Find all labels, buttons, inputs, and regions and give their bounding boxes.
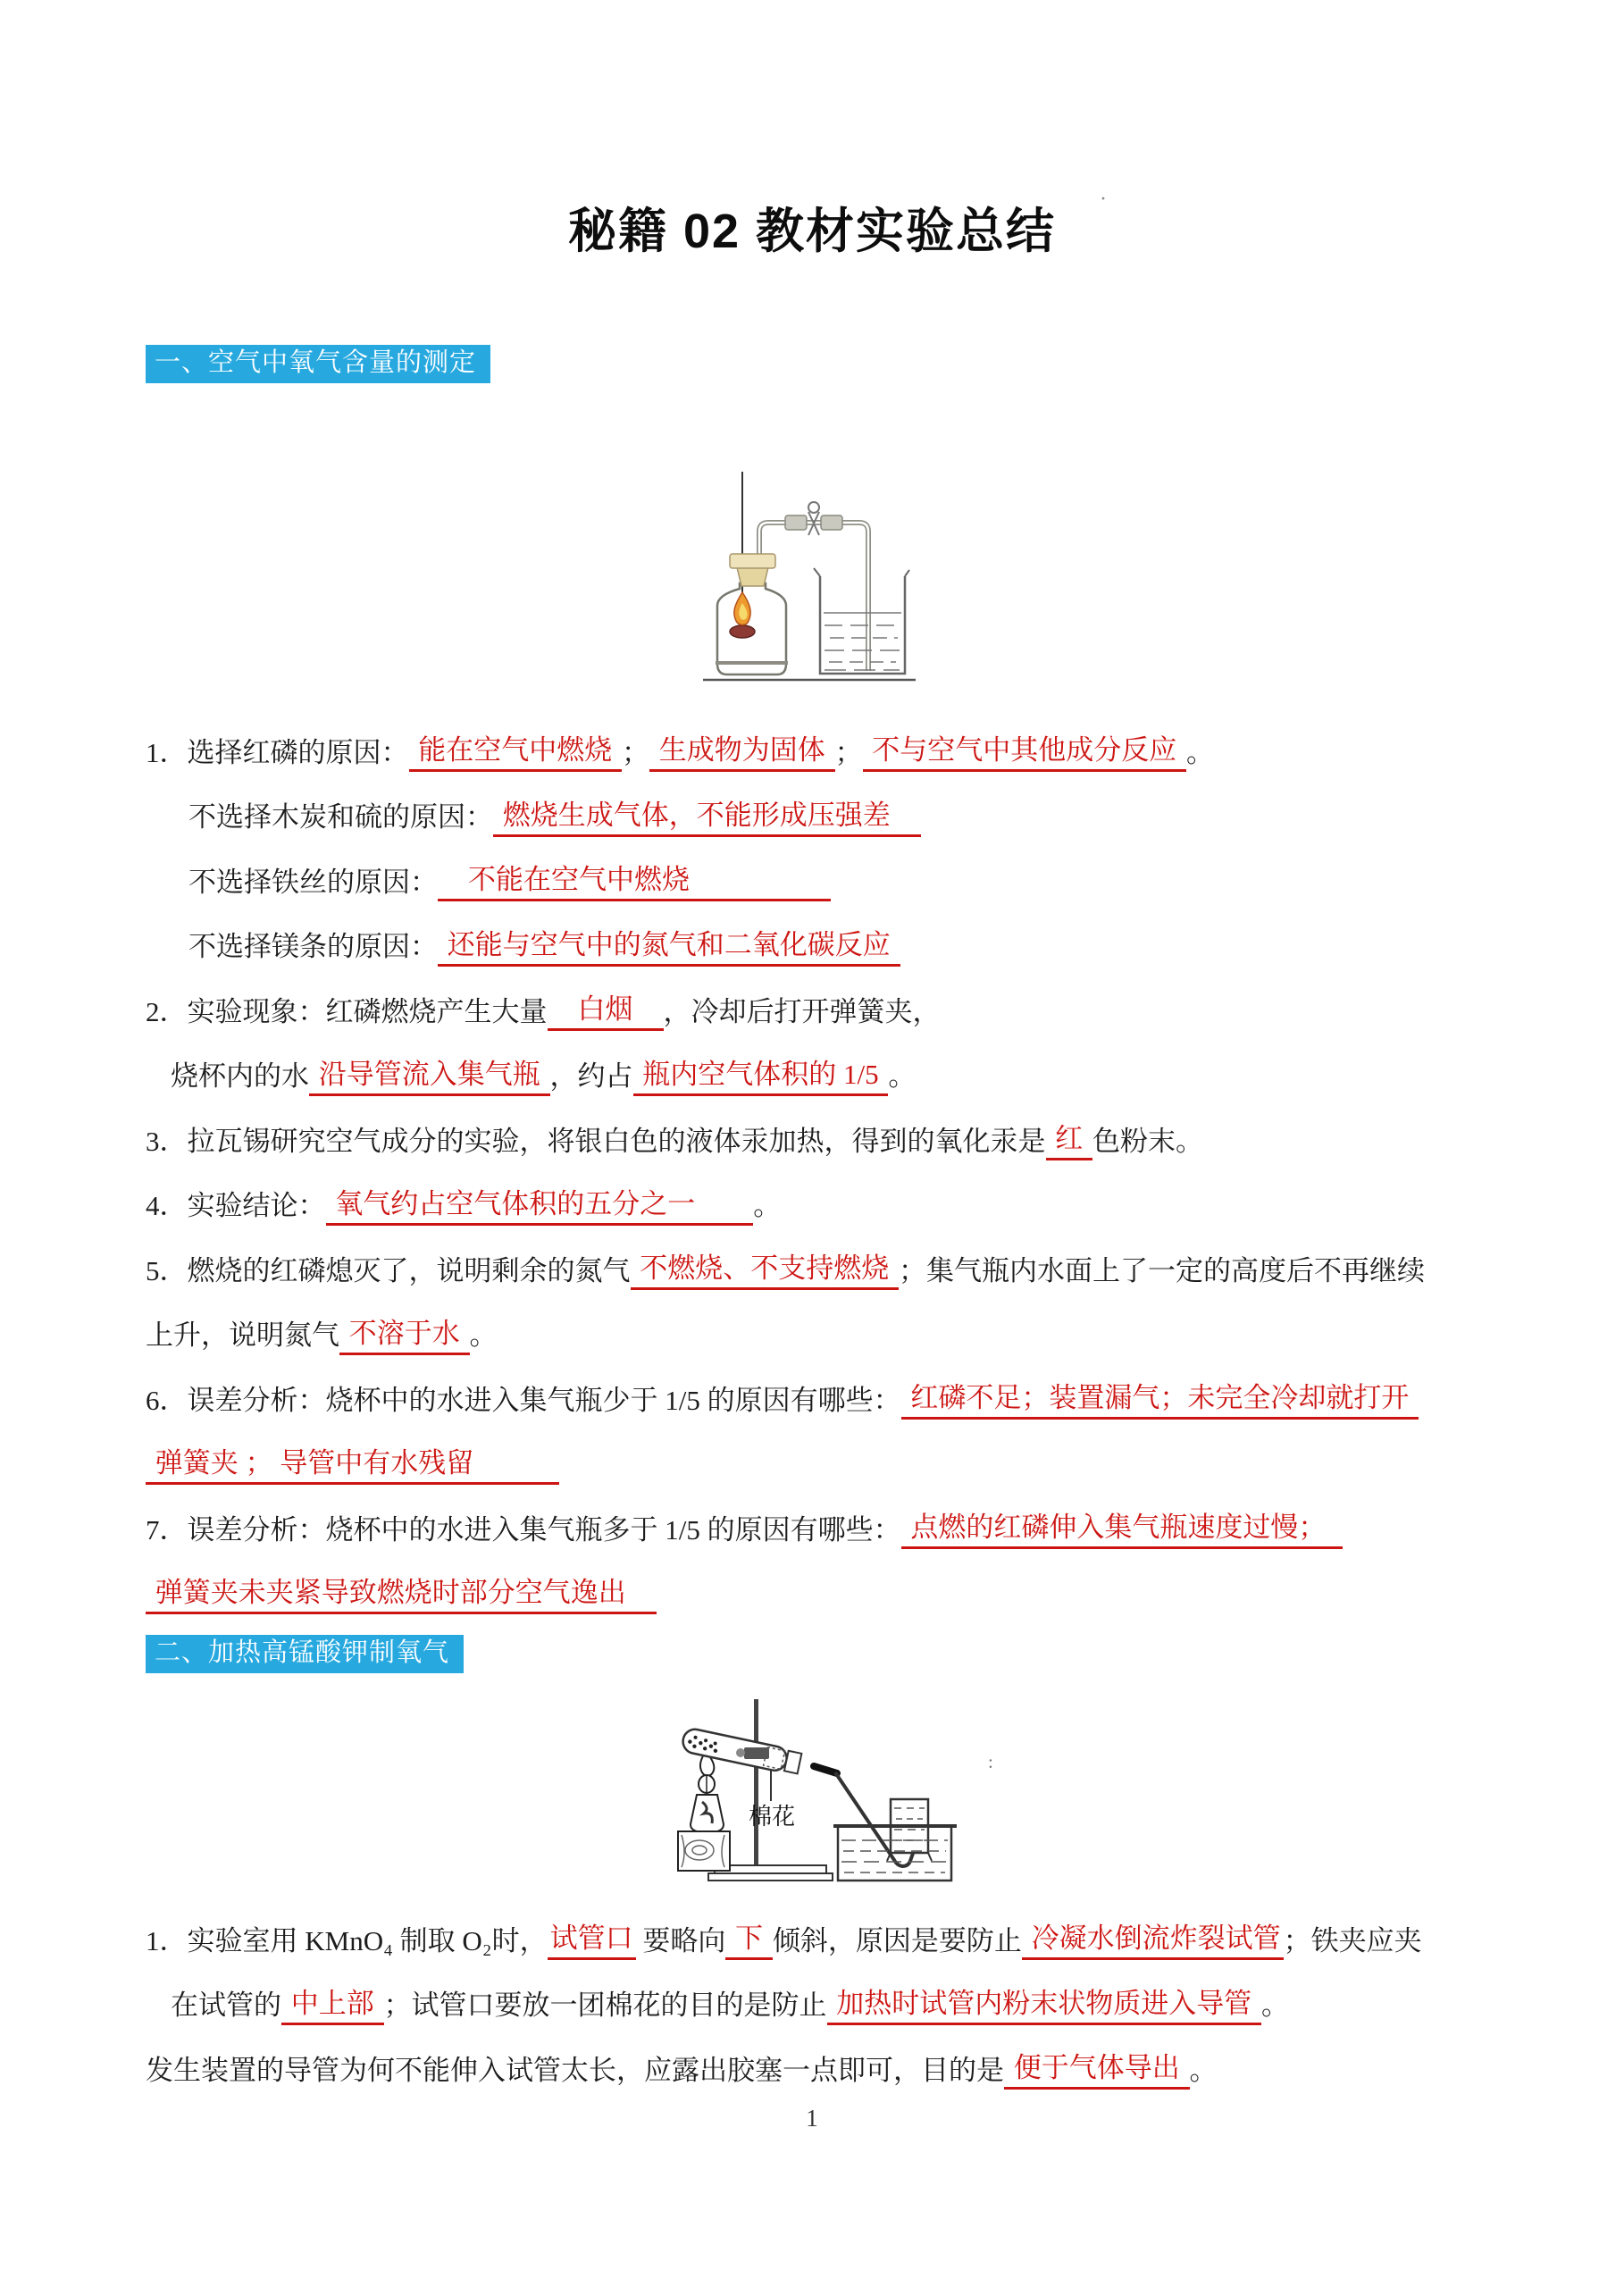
text-line [146, 1971, 1486, 2036]
text-segment: 不选择镁条的原因： [188, 931, 438, 963]
text-segment: 。 [888, 1060, 917, 1093]
text-line [146, 847, 1486, 912]
text-line [146, 1560, 1486, 1625]
scan-artifact-dot: · [1100, 188, 1107, 211]
oxygen-measurement-diagram [699, 467, 918, 691]
answer-blank: 不能在空气中燃烧 [438, 857, 831, 901]
section2-text-block [146, 1906, 1486, 2100]
text-segment: 发生装置的导管为何不能伸入试管太长，应露出胶塞一点即可，目的是 [146, 2054, 1004, 2086]
alcohol-lamp [691, 1751, 724, 1831]
text-segment: 上升，说明氮气 [146, 1319, 339, 1352]
text-line [146, 1365, 1486, 1430]
answer-blank: 红 [1046, 1116, 1093, 1160]
text-line [146, 1236, 1486, 1301]
text-segment: 在试管的 [171, 1990, 281, 2022]
text-segment: 1．实验室用 KMnO₄ 制取 O₂时， [146, 1924, 548, 1956]
kmno4-heating-diagram [666, 1696, 965, 1895]
text-segment: 7．误差分析：烧杯中的水进入集气瓶多于 1/5 的原因有哪些： [146, 1513, 901, 1546]
text-segment: 2．实验现象：红磷燃烧产生大量 [146, 995, 548, 1027]
text-segment: 1．选择红磷的原因： [146, 736, 409, 768]
rubber-stopper [737, 567, 768, 586]
text-line [146, 1171, 1486, 1236]
text-line [146, 1042, 1486, 1107]
text-line [146, 1430, 1486, 1495]
answer-blank: 试管口 [548, 1915, 636, 1960]
apparatus-drawing [666, 1696, 965, 1890]
text-segment: 6．误差分析：烧杯中的水进入集气瓶少于 1/5 的原因有哪些： [146, 1384, 901, 1416]
scan-artifact-colon: : [988, 1751, 993, 1772]
text-segment: 烧杯内的水 [171, 1060, 309, 1093]
section-heading-kmno4-oxygen: 二、加热高锰酸钾制氧气 [146, 1635, 464, 1673]
text-segment: 。 [469, 1319, 498, 1352]
text-line [146, 1906, 1486, 1971]
text-segment: 要略向 [635, 1924, 726, 1956]
text-segment: 4．实验结论： [146, 1190, 326, 1222]
answer-blank: 燃烧生成气体，不能形成压强差 [493, 792, 921, 837]
text-segment: ，约占 [549, 1060, 633, 1093]
text-segment: 。 [1189, 2054, 1218, 2086]
gas-collection-bottle [887, 1799, 932, 1861]
text-segment: 。 [753, 1190, 782, 1222]
answer-blank: 还能与空气中的氮气和二氧化碳反应 [438, 922, 900, 967]
text-segment: ； [622, 736, 649, 768]
answer-blank: 便于气体导出 [1004, 2045, 1190, 2090]
answer-blank: 弹簧夹 ； 导管中有水残留 [146, 1440, 559, 1485]
answer-blank: 下 [725, 1915, 773, 1960]
cotton-label-text: 棉花 [749, 1804, 796, 1830]
answer-blank: 氧气约占空气体积的五分之一 [326, 1181, 754, 1226]
answer-blank: 生成物为固体 [649, 727, 835, 772]
text-segment: 色粉末。 [1092, 1125, 1203, 1157]
beaker [814, 568, 909, 674]
answer-blank: 弹簧夹未夹紧导致燃烧时部分空气逸出 [146, 1570, 657, 1614]
page-number: 1 [806, 2105, 818, 2132]
section-heading-oxygen-content: 一、空气中氧气含量的测定 [146, 345, 490, 383]
gas-bottle [716, 472, 788, 674]
text-line [146, 717, 1486, 783]
text-line [146, 2035, 1486, 2100]
text-segment: 3．拉瓦锡研究空气成分的实验，将银白色的液体汞加热，得到的氧化汞是 [146, 1125, 1046, 1157]
text-line [146, 1106, 1486, 1171]
text-line [146, 1495, 1486, 1560]
text-line [146, 976, 1486, 1042]
pinch-clamp-icon [785, 502, 842, 535]
text-segment: ；集气瓶内水面上了一定的高度后不再继续 [899, 1254, 1425, 1286]
text-segment: 不选择木炭和硫的原因： [188, 801, 493, 834]
text-segment: ； [834, 736, 863, 768]
text-line [146, 1301, 1486, 1366]
text-segment: ；试管口要放一团棉花的目的是防止 [383, 1990, 827, 2022]
answer-blank: 中上部 [281, 1981, 384, 2025]
answer-blank: 瓶内空气体积的 1/5 [633, 1051, 889, 1096]
text-line [146, 783, 1486, 848]
answer-blank: 不与空气中其他成分反应 [863, 727, 1187, 772]
answer-blank: 红磷不足；装置漏气；未完全冷却就打开 [901, 1375, 1419, 1420]
text-segment: 。 [1261, 1990, 1289, 2022]
text-segment: ；铁夹应夹 [1283, 1924, 1422, 1956]
answer-blank: 冷凝水倒流炸裂试管 [1022, 1915, 1284, 1960]
apparatus-drawing [699, 467, 918, 686]
section1-text-block [146, 717, 1486, 1624]
answer-blank: 加热时试管内粉末状物质进入导管 [827, 1981, 1262, 2025]
answer-blank: 白烟 [548, 986, 664, 1031]
text-segment: 不选择铁丝的原因： [188, 866, 438, 898]
wood-block [678, 1831, 730, 1871]
text-segment: 倾斜，原因是要防止 [772, 1924, 1022, 1956]
answer-blank: 能在空气中燃烧 [409, 727, 623, 772]
text-line [146, 912, 1486, 977]
text-segment: 。 [1186, 736, 1214, 768]
answer-blank: 点燃的红磷伸入集气瓶速度过慢； [901, 1504, 1343, 1549]
answer-blank: 不燃烧、不支持燃烧 [631, 1245, 900, 1290]
answer-blank: 不溶于水 [339, 1311, 470, 1355]
answer-blank: 沿导管流入集气瓶 [309, 1051, 550, 1096]
text-segment: ，冷却后打开弹簧夹， [663, 995, 941, 1027]
combustion-spoon [730, 625, 755, 638]
page-title: 秘籍 02 教材实验总结 [567, 205, 1057, 258]
text-segment: 5．燃烧的红磷熄灭了，说明剩余的氮气 [146, 1254, 631, 1286]
